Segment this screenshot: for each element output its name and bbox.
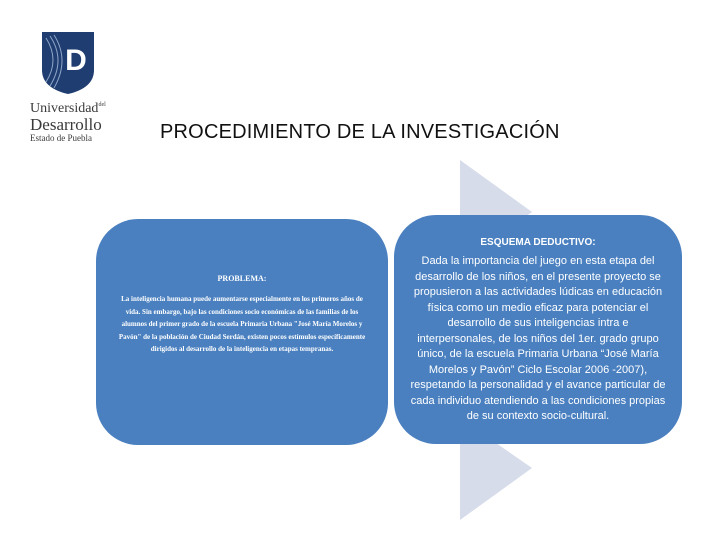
problem-heading: PROBLEMA: (217, 274, 267, 283)
logo-name-sup: del (98, 102, 106, 108)
deductive-scheme-box (394, 215, 682, 444)
logo-name-line3: Estado de Puebla (30, 133, 92, 143)
logo-name-line1: Universidad (30, 101, 99, 116)
deductive-scheme-text: Dada la importancia del juego en esta etapa del desarrollo de los niños, en el presente proyecto se propusieron a las actividades lúdicas en educación física como un medio eficaz para potenciar el desarrollo de sus inteligencias intra e interpersonales, de los niños del 1er. grado grupo único, de la escuela Primaria Urbana “José María Morelos y Pavón” Ciclo Escolar 2006 -2007), respetando la personalidad y el avance particular de cada individuo atendiendo a las condiciones propias de su contexto socio-cultural. (410, 255, 666, 422)
problem-text: La inteligencia humana puede aumentarse especialmente en los primeros años de vida. Sin embargo, bajo las condiciones socio económicas de las familias de los alumnos del primer grado de la escuela Primaria Urbana "José María Morelos y Pavón" de la población de Ciudad Serdán, existen pocos estímulos específicamente dirigidos al desarrollo de la inteligencia en etapas tempranas. (118, 295, 366, 353)
logo-name-line2: Desarrollo (30, 115, 102, 134)
deductive-scheme-heading: ESQUEMA DEDUCTIVO: (480, 237, 596, 248)
slide-title: PROCEDIMIENTO DE LA INVESTIGACIÓN (160, 121, 560, 143)
problem-box (96, 219, 388, 445)
logo-letter: D (65, 44, 87, 77)
